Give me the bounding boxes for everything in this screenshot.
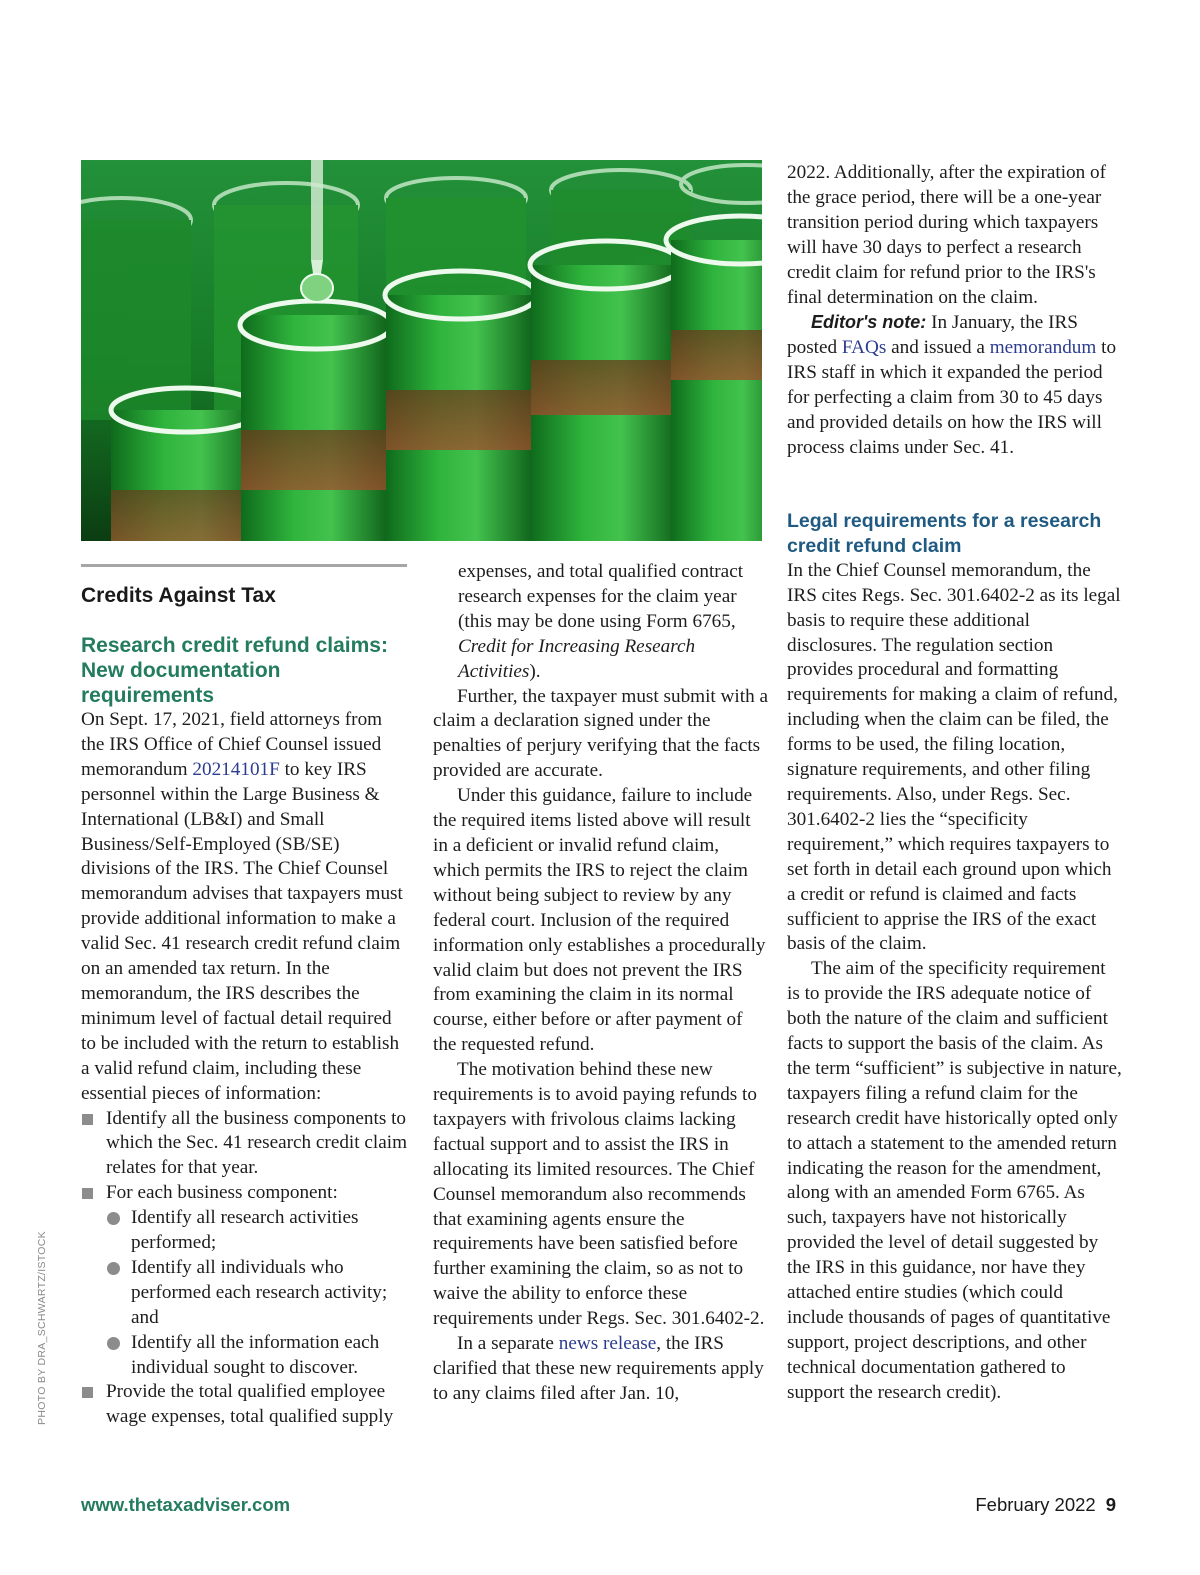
test-tubes-illustration [81,160,762,541]
grace-period-paragraph: 2022. Additionally, after the expiration of the grace period, there will be a one-year transition period during which taxpayers will have 30 days to perfect a research credit claim for refund prior to the IRS's final determination on the claim. [787,162,1107,308]
footer-issue [975,1494,1116,1516]
specificity-paragraph: The aim of the specificity requirement is to provide the IRS adequate notice of both the nature of the claim and sufficient facts to support the basis of the claim. As the term “sufficient” is subjective in nature, taxpayers filing a refund claim for the research credit have historically opted only to attach a statement to the amended return indicating the reason for the amendment, along with an amended Form 6765. As such, taxpayers have not historically provided the level of detail suggested by the IRS in this guidance, nor have they attached entire studies (which could include thousands of pages of quantitative support, project descriptions, and other technical documentation gathered to support the research credit). [787,958,1122,1403]
column-1 [81,564,407,1430]
business-component-sublist [106,1206,407,1380]
faqs-link[interactable]: FAQs [841,337,887,359]
list-item: Identify all the business components to which the Sec. 41 research credit claim relates for that year. [81,1107,407,1182]
editors-note-paragraph: Editor's note: In January, the IRS posted FAQs and issued a memorandum to IRS staff in which it expanded the period for perfecting a claim from 30 to 45 days and provided details on how the IRS will process claims under Sec. 41. [787,312,1117,458]
round-bullet-icon [107,1212,120,1225]
requirements-list [81,1107,407,1431]
legal-basis-paragraph: In the Chief Counsel memorandum, the IRS cites Regs. Sec. 301.6402-2 as its legal basis to require these additional disclosures. The regulation section provides procedural and formatting requirements for making a claim of refund, including when the claim can be filed, the forms to be used, the filing location, signature requirements, and other filing requirements. Also, under Regs. Sec. 301.6402-2 lies the “specificity requirement,” which requires taxpayers to set forth in detail each ground upon which a credit or refund is claimed and facts sufficient to apprise the IRS of the exact basis of the claim. [787,559,1121,955]
bullet-continuation: expenses, and total qualified contract research expenses for the claim year (this may be done using Form 6765, Credit for Increasing Research Activities). [458,561,744,682]
section-label: Credits Against Tax [81,584,276,607]
sub-list-item: Identify all individuals who performed each research activity; and [106,1256,407,1331]
section-rule [81,564,407,567]
news-release-paragraph: In a separate news release, the IRS clarified that these new requirements apply to any claims filed after Jan. 10, [433,1333,764,1404]
photo-credit: PHOTO BY DRA_SCHWARTZ/ISTOCK [36,1231,48,1425]
list-item: Provide the total qualified employee wage expenses, total qualified supply [81,1380,407,1430]
issue-date: February 2022 [975,1494,1096,1515]
legal-requirements-subhead: Legal requirements for a research credit refund claim [787,510,1102,557]
memorandum-link[interactable]: memorandum [989,337,1097,359]
round-bullet-icon [107,1262,120,1275]
test-tubes-photo [81,160,762,541]
page-number: 9 [1105,1494,1116,1515]
memorandum-20214101f-link[interactable]: 20214101F [192,758,280,780]
column-3-bottom [787,509,1122,1406]
intro-paragraph: On Sept. 17, 2021, field attorneys from the IRS Office of Chief Counsel issued memorandum 20214101F to key IRS personnel within the Large Business & International (LB&I) and Small Business/Self-Employed (SB/SE) divisions of the IRS. The Chief Counsel memorandum advises that taxpayers must provide additional information to make a valid Sec. 41 research credit refund claim on an amended tax return. In the memorandum, the IRS describes the minimum level of factual detail required to be included with the return to establish a valid refund claim, including these essential pieces of information: [81,709,403,1104]
sub-list-item: Identify all the information each individual sought to discover. [106,1331,407,1381]
motivation-paragraph: The motivation behind these new requirements is to avoid paying refunds to taxpayers with frivolous claims lacking factual support and to assist the IRS in allocating its limited resources. The Chief Counsel memorandum also recommends that examining agents ensure the requirements have been satisfied before further examining the claim, so as not to waive the ability to enforce these requirements under Regs. Sec. 301.6402-2. [433,1059,765,1330]
failure-paragraph: Under this guidance, failure to include the required items listed above will result in a deficient or invalid refund claim, which permits the IRS to reject the claim without being subject to review by any federal court. Inclusion of the required information only establishes a procedurally valid claim but does not prevent the IRS from examining the claim in its normal course, either before or after payment of the requested refund. [433,785,766,1056]
footer-website-link[interactable]: www.thetaxadviser.com [81,1494,291,1515]
sub-list-item: Identify all research activities performed; [106,1206,407,1256]
square-bullet-icon [82,1387,93,1398]
form-6765-title: Credit for Increasing Research Activities [458,635,696,682]
square-bullet-icon [82,1114,93,1125]
column-3-top [787,161,1122,461]
declaration-paragraph: Further, the taxpayer must submit with a claim a declaration signed under the penalties of perjury verifying that the facts provided are accurate. [433,685,768,782]
square-bullet-icon [82,1188,93,1199]
column-2 [433,560,768,1407]
article-headline: Research credit refund claims: New documentation requirements [81,634,388,707]
news-release-link[interactable]: news release [558,1333,657,1355]
list-item: For each business component: Identify all research activities performed; Identify all individuals who performed each research activity; and Identify all the information each individual sought to discover. [81,1181,407,1380]
round-bullet-icon [107,1337,120,1350]
editors-note-label: Editor's note: [811,312,927,333]
